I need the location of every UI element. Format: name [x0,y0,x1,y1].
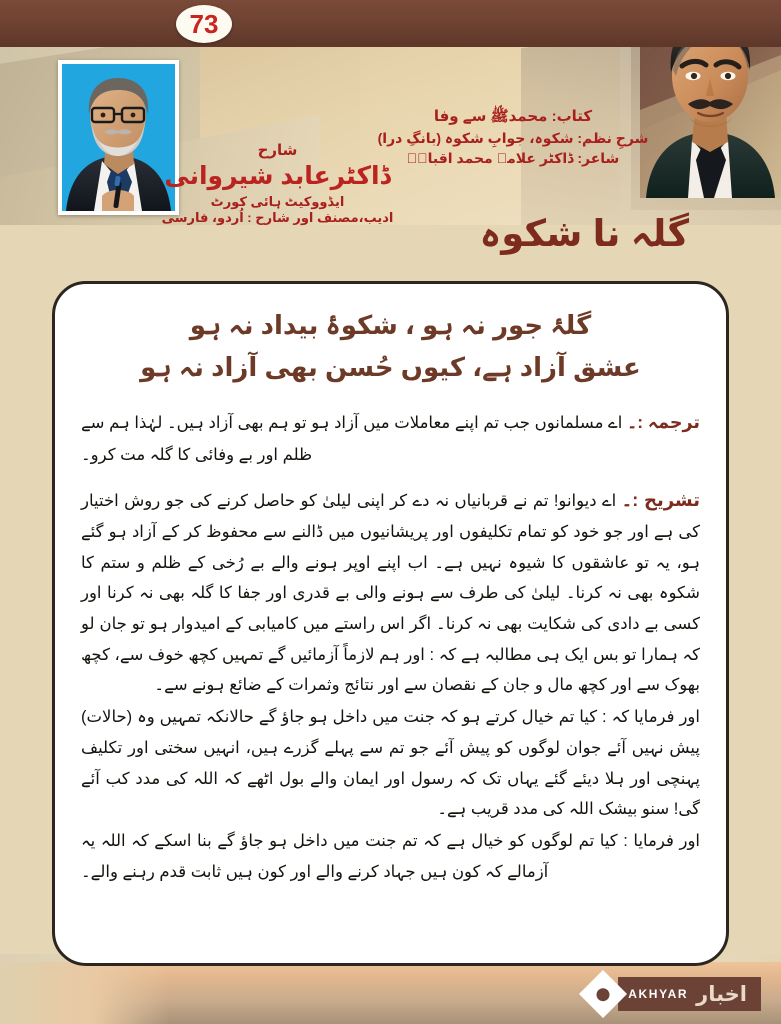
content-card [52,281,729,966]
couplet-line-2: عشق آزاد ہے، کیوں حُسن بھی آزاد نہ ہو [140,352,641,383]
section-heading: گلہ نا شکوہ [479,213,689,254]
commentator-name: ڈاکٹرعابد شیروانی [164,162,391,191]
couplet-line-1: گلۂ جور نہ ہو ، شکوۂ بیداد نہ ہو [189,310,592,340]
translation-text: اے مسلمانوں جب تم اپنے معاملات میں آزاد ہو تو ہم بھی آزاد ہیں۔ لہٰذا ہم سے ظلم اور بے وفائی کا گلہ مت کرو۔ [81,414,623,464]
commentator-designation: ایڈووکیٹ ہائی کورٹ [210,193,345,209]
commentary-label: تشریح :۔ [621,489,700,510]
couplet-block [81,304,700,388]
header-bar [0,0,781,47]
poem-title-row: شرحِ نظم: شکوہ، جوابِ شکوہ (بانگِ درا) [377,129,649,146]
commentator-roles: ادیب،مصنف اور شارح : اُردو، فارسی [161,209,394,225]
brand-latin-text: AKHYAR [628,987,689,1001]
page-number-badge: 73 [176,5,232,43]
brand-plate [618,977,761,1011]
footer-left-fade [0,962,170,1024]
akhyar-logo[interactable] [618,976,761,1012]
translation-block [81,406,700,471]
commentary-paragraph-3: اور فرمایا : کیا تم لوگوں کو خیال ہے کہ تم جنت میں داخل ہو جاؤ گے بنا اسکے کہ اللہ یہ آزمالے کہ کون ہیں جہاد کرنے والے اور کون ہیں ثابت قدم رہنے والے۔ [81,831,700,881]
commentary-text-1: اے دیوانو! تم نے قربانیاں نہ دے کر اپنی لیلیٰ کو حاصل کرنے کی جو روش اختیار کی ہے اور جو خود کو تمام تکلیفوں اور پریشانیوں میں ڈالنے سے محفوظ کر کے آزاد ہو گئے ہو، یہ تو عاشقوں کا شیوہ نہیں ہے۔ اب اپنے اوپر ہونے والے بے رُخی کے ظلم و ستم کا شکوہ بھی نہ کرنا۔ لیلیٰ کی طرف سے ہونے والی بے قدری اور جفا کا گلہ بھی نہ کرنا اور کسی بے دادی کی شکایت بھی نہ کرنا۔ اگر اس راستے میں کامیابی کے امیدوار ہو تو جان لو کہ ہمارا تو بس ایک ہی مطالبہ ہے کہ : اور ہم لازماً آزمائیں گے تمہیں کچھ خوف سے، کچھ بھوک سے اور کچھ مال و جان کے نقصان سے اور نتائج وثمرات کے ضائع ہونے سے۔ [81,491,700,695]
translation-label: ترجمہ :۔ [626,412,700,433]
commentator-label: شارح [257,142,298,159]
commentary-block [81,484,700,888]
book-title-row: کتاب: محمدﷺ سے وفا [433,108,593,125]
commentary-paragraph-2: اور فرمایا کہ : کیا تم خیال کرتے ہو کہ جنت میں داخل ہو جاؤ گے حالانکہ تمہیں وہ (حالات) پیش نہیں آئے جوان لوگوں کو پیش آئے جو تم سے پہلے گزرے ہیں، انہیں سختی اور تکلیف پہنچی اور ہلا دیئے گئے یہاں تک کہ رسول اور ایمان والے بول اٹھے کہ اللہ کی مدد کب آئے گی! سنو بیشک اللہ کی مدد قریب ہے۔ [81,708,700,819]
poet-row: شاعر: ڈاکٹر علامہ محمد اقبالؒ [406,150,620,167]
book-metadata [363,106,663,168]
brand-urdu-text: اخبار [696,982,747,1006]
commentary-paragraph-1 [81,484,700,702]
